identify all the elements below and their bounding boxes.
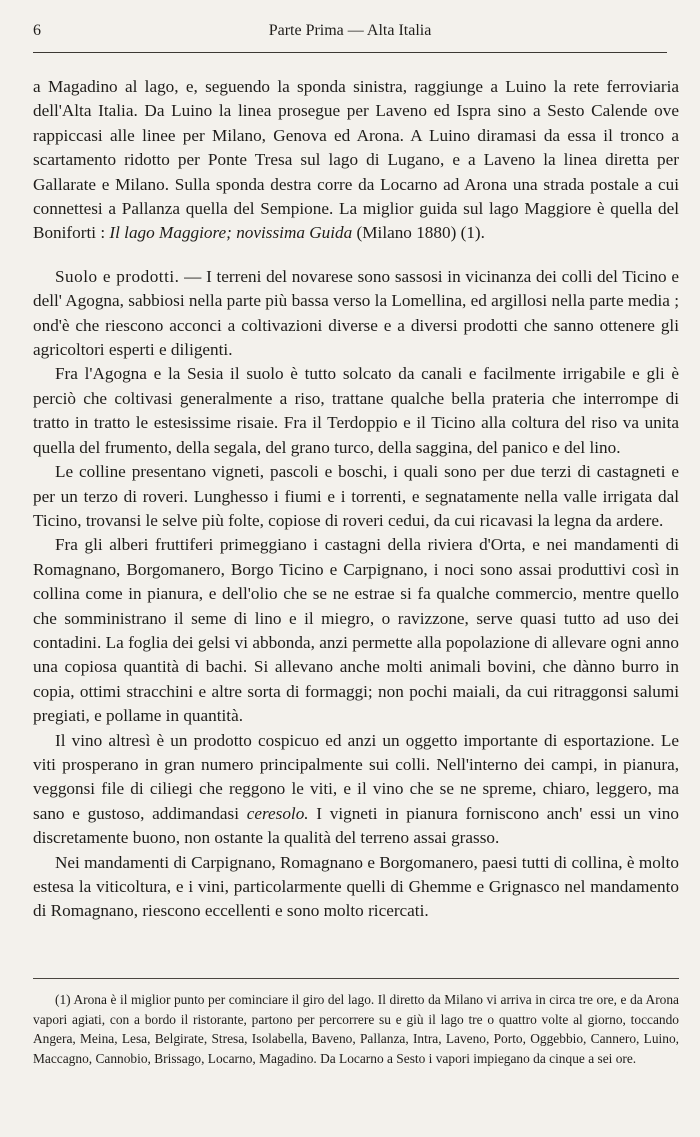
footnote-text: (1) Arona è il miglior punto per cominciare il giro del lago. Il diretto da Milano vi arriva in circa tre ore, e da Arona vapori agiati, con a bordo il ristorante, partono per percorrere su e giù il lago tre o quattro volte al giorno, toccando Angera, Meina, Lesa, Belgirate, Stresa, Isolabella, Baveno, Pallanza, Intra, Laveno, Porto, Oggebbio, Cannero, Luino, Maccagno, Cannobio, Brissago, Locarno, Magadino. Da Locarno a Sesto i vapori impiegano da cinque a sei ore. (33, 992, 679, 1066)
book-title: Il lago Maggiore; novissima Guida (109, 223, 353, 243)
section-title: Suolo e prodotti. (55, 266, 180, 286)
wine-name: ceresolo. (246, 803, 309, 823)
body-text (33, 75, 679, 924)
footnote-rule (33, 978, 679, 979)
paragraph-viticulture: Nei mandamenti di Carpignano, Romagnano e Borgomanero, paesi tutti di collina, è molto estesa la viticoltura, e i vini, particolarmente quelli di Ghemme e Grignasco nel mandamento di Romagnano, riescono eccellenti e sono molto ricercati. (33, 852, 679, 921)
page-header (33, 22, 667, 48)
section-soil-products: Suolo e prodotti. — I terreni del novarese sono sassosi in vicinanza dei colli del Ticino e dell' Agogna, sabbiosi nella parte più bassa verso la Lomellina, ed argillosi nella parte media ; ond'è che riescono acconci a coltivazioni diverse e a diversi prodotti che sanno ottenere gli agricoltori esperti e diligenti. (33, 266, 679, 360)
paragraph-continuation: a Magadino al lago, e, seguendo la sponda sinistra, raggiunge a Luino la rete ferroviaria dell'Alta Italia. Da Luino la linea prosegue per Laveno ed Ispra sino a Sesto Calende ove rappiccasi alle linee per Milano, Genova ed Arona. A Luino diramasi da essa il tronco a scartamento ridotto per Ponte Tresa sul lago di Lugano, e a Laveno la linea diretta per Gallarate e Milano. Sulla sponda destra corre da Locarno ad Arona una strada postale a cui connettesi a Pallanza quella del Sempione. La miglior guida sul lago Maggiore è quella del Boniforti : Il lago Maggiore; novissima Guida (Milano 1880) (1). (33, 77, 679, 243)
paragraph-wine: Il vino altresì è un prodotto cospicuo ed anzi un oggetto importante di esportazione. Le viti prosperano in gran numero principalmente sui colli. Nell'interno dei campi, in pianura, veggonsi file di ciliegi che reggono le viti, e il vino che se ne spreme, chiaro, leggero, ma sano e gustoso, addimandasi ceresolo. I vigneti in pianura forniscono anch' essi un vino discretamente buono, non ostante la qualità del terreno assai grasso. (33, 730, 679, 848)
page-number: 6 (33, 22, 41, 39)
footnote (33, 990, 679, 1068)
running-head: Parte Prima — Alta Italia (268, 22, 432, 39)
paragraph-fruit-trees: Fra gli alberi fruttiferi primeggiano i castagni della riviera d'Orta, e nei mandamenti di Romagnano, Borgomanero, Borgo Ticino e Carpignano, i noci sono assai produttivi così in collina come in pianura, e dell'olio che se ne estrae si fa qualche commercio, mentre quello che somministrano il seme di lino e il miegro, o ravizzone, serve quasi tutto ad uso dei contadini. La foglia dei gelsi vi abbonda, anzi permette alla popolazione di allevare ogni anno una copiosa quantità di bachi. Si allevano anche molti animali bovini, che dànno burro in copia, ottimi stracchini e altre sorta di formaggi; non pochi maiali, da cui ritraggonsi salumi pregiati, e pollame in quantità. (33, 535, 679, 726)
paragraph-hills: Le colline presentano vigneti, pascoli e boschi, i quali sono per due terzi di castagneti e per un terzo di roveri. Lunghesso i fiumi e i torrenti, e segnatamente nella valle irrigata dal Ticino, trovansi le selve più folte, copiose di roveri cedui, da cui ricavasi la legna da ardere. (33, 462, 679, 530)
paragraph-rice: Fra l'Agogna e la Sesia il suolo è tutto solcato da canali e facilmente irrigabile e gli è perciò che coltivasi generalmente a riso, trattane qualche bella prateria che interrompe di tratto in tratto le estesissime risaie. Fra il Terdoppio e il Ticino alla coltura del riso va unita quella del frumento, della segala, del grano turco, della saggina, del panico e del lino. (33, 364, 679, 457)
header-rule (33, 52, 667, 53)
